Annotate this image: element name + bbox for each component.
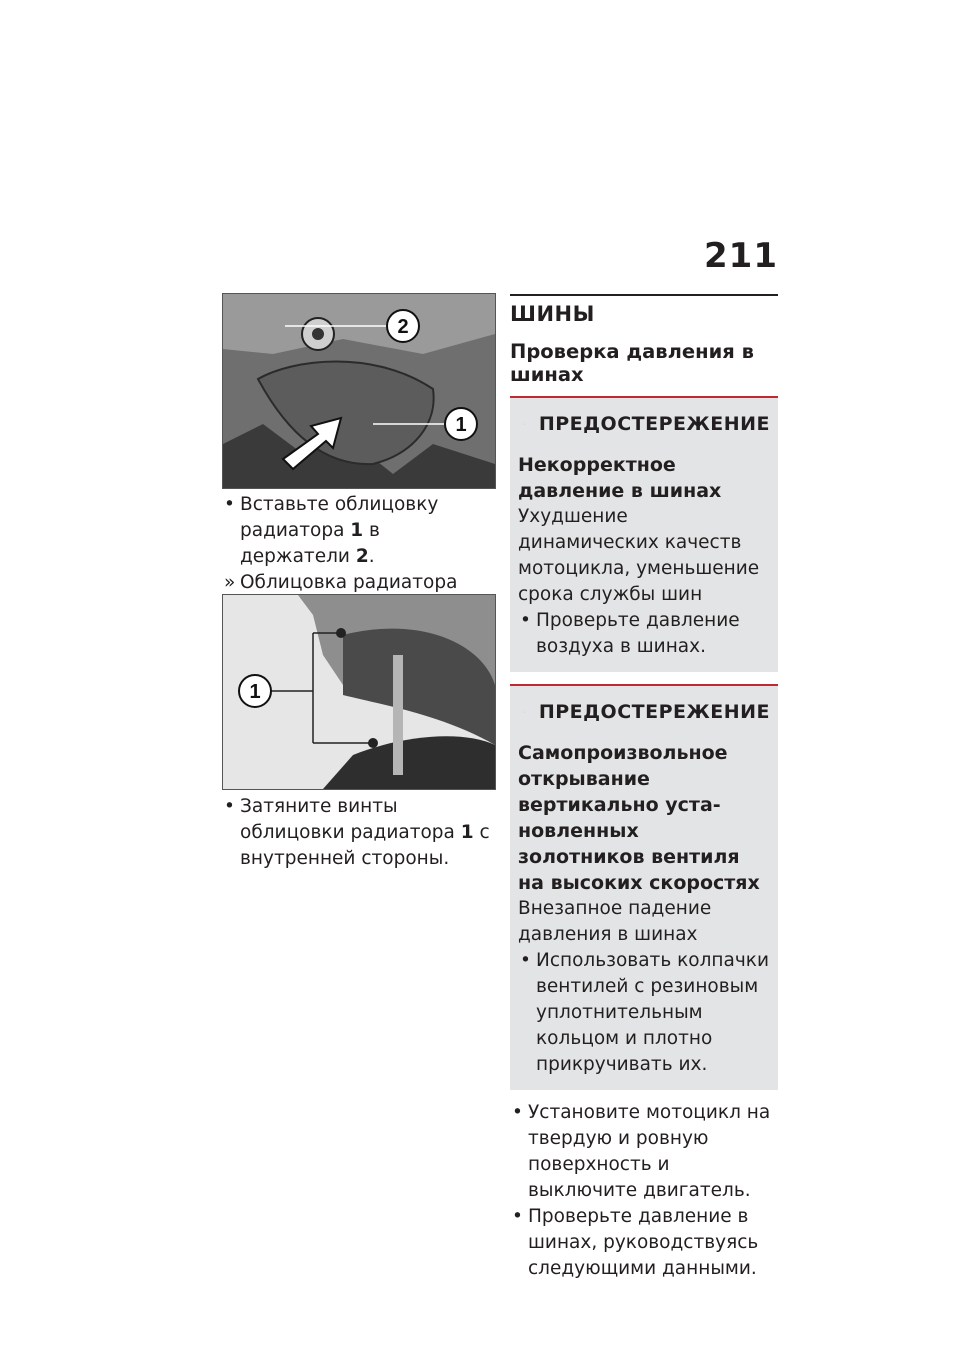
callout-ref: 2 (355, 546, 369, 567)
step-text: Затяните винты облицовки радиатора (240, 796, 461, 843)
section-title: ШИНЫ (510, 302, 595, 326)
callout-label: 1 (455, 414, 467, 436)
step-text: . (368, 546, 375, 567)
section-rule (510, 294, 778, 296)
warning-label: ПРЕДОСТЕРЕЖЕНИЕ (538, 701, 770, 723)
warning-triangle-icon (524, 410, 525, 438)
warning-title: Некорректное давление в шинах (518, 454, 722, 502)
tighten-steps (222, 794, 494, 872)
callout-ref: 1 (460, 822, 474, 843)
warning-title: Самопроизвольное открывание вертикально установленных золотников вентиля на высоких скоростях (518, 742, 760, 894)
radiator-screws-figure (222, 594, 496, 790)
tire-check-steps (510, 1100, 778, 1282)
warning-action-text: Использовать колпачки вентилей с резиновым уплотнительным кольцом и плотно прикручивать их. (536, 950, 769, 1075)
step-text: Проверьте давление в шинах, руководствуясь следующими данными. (528, 1206, 759, 1279)
bullet-marker: • (520, 610, 531, 631)
warning-text: Внезапное падение давления в шинах (518, 898, 712, 945)
warning-box-pressure (510, 396, 778, 672)
warning-label: ПРЕДОСТЕРЕЖЕНИЕ (538, 413, 770, 435)
bullet-marker: • (520, 950, 531, 971)
radiator-cover-install-figure (222, 293, 496, 489)
step-insert-cover (222, 492, 494, 570)
step-text: Вставьте облицовку радиатора (240, 494, 439, 541)
bullet-marker: • (224, 494, 235, 515)
result-marker: » (224, 572, 236, 593)
callout-2 (387, 310, 419, 342)
tires-section (510, 294, 778, 1282)
warning-box-valves (510, 684, 778, 1090)
callout-label: 1 (249, 681, 261, 703)
step-check-pressure (510, 1204, 778, 1282)
page-number: 211 (704, 236, 778, 276)
step-text: в держатели (240, 520, 380, 567)
step-text: Облицовка радиатора (240, 572, 458, 593)
warning-triangle-icon (524, 698, 525, 726)
warning-action (518, 608, 770, 660)
step-text: Установите мотоцикл на твердую и ровную поверхность и выключите двигатель. (528, 1102, 771, 1201)
step-tighten-screws (222, 794, 494, 872)
callout-1 (445, 408, 477, 440)
callout-label: 2 (397, 316, 409, 338)
subsection-title: Проверка давления в шинах (510, 340, 754, 386)
bullet-marker: • (512, 1102, 523, 1123)
step-park-motorcycle (510, 1100, 778, 1204)
warning-action-text: Проверьте давление воздуха в шинах. (536, 610, 740, 657)
bullet-marker: • (224, 796, 235, 817)
callout-ref: 1 (350, 520, 364, 541)
warning-action (518, 948, 770, 1078)
bullet-marker: • (512, 1206, 523, 1227)
warning-text: Ухудшение динамических качеств мотоцикла, уменьшение срока службы шин (518, 506, 760, 605)
step-text: с внутренней стороны. (240, 822, 490, 869)
callout-1 (239, 675, 271, 707)
